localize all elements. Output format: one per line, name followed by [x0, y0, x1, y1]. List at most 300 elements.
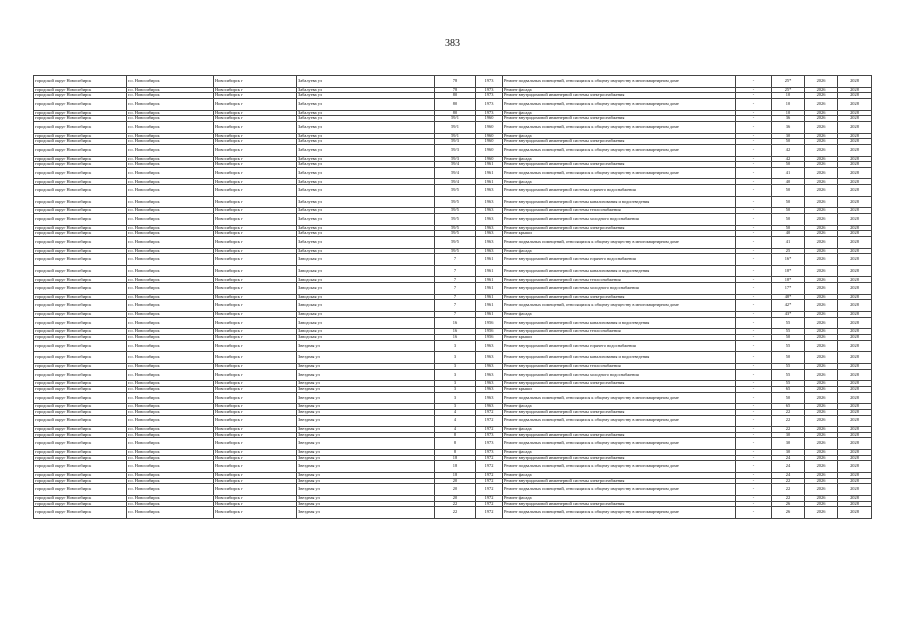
street-cell: Звездная ул	[297, 438, 435, 450]
year-cell: 1963	[476, 214, 503, 226]
work-cell: Ремонт внутридомовой инженерной системы теплоснабжения	[503, 208, 736, 214]
start-year-cell: 2026	[805, 484, 838, 496]
start-year-cell: 2026	[805, 185, 838, 197]
house-cell: 59/1	[435, 121, 476, 133]
dash-cell: -	[736, 496, 772, 502]
dash-cell: -	[736, 196, 772, 208]
district-cell: городской округ Новосибирск	[34, 121, 127, 133]
end-year-cell: 2028	[838, 369, 872, 381]
locality-cell: Новосибирск г	[214, 162, 297, 168]
city-cell: г.о. Новосибирск	[127, 98, 214, 110]
work-cell: Ремонт подвальных помещений, относящихся к общему имуществу в многоквартирном доме	[503, 76, 736, 88]
house-cell: 59/3	[435, 139, 476, 145]
locality-cell: Новосибирск г	[214, 478, 297, 484]
locality-cell: Новосибирск г	[214, 381, 297, 387]
city-cell: г.о. Новосибирск	[127, 501, 214, 507]
work-cell: Ремонт фасада	[503, 427, 736, 433]
house-cell: 78	[435, 76, 476, 88]
street-cell: Заводская ул	[297, 265, 435, 277]
street-cell: Заводская ул	[297, 283, 435, 295]
street-cell: Звездная ул	[297, 340, 435, 352]
start-year-cell: 2026	[805, 121, 838, 133]
street-cell: Забалуева ул	[297, 116, 435, 122]
year-cell: 1963	[476, 237, 503, 249]
locality-cell: Новосибирск г	[214, 116, 297, 122]
work-cell: Ремонт внутридомовой инженерной системы холодного водоснабжения	[503, 283, 736, 295]
dash-cell: -	[736, 121, 772, 133]
street-cell: Звездная ул	[297, 369, 435, 381]
city-cell: г.о. Новосибирск	[127, 121, 214, 133]
house-cell: 16	[435, 329, 476, 335]
amount-cell: 55	[772, 381, 805, 387]
work-cell: Ремонт фасада	[503, 179, 736, 185]
dash-cell: -	[736, 277, 772, 283]
start-year-cell: 2026	[805, 363, 838, 369]
end-year-cell: 2028	[838, 461, 872, 473]
year-cell: 1963	[476, 208, 503, 214]
work-cell: Ремонт фасада	[503, 87, 736, 93]
street-cell: Звездная ул	[297, 404, 435, 410]
city-cell: г.о. Новосибирск	[127, 455, 214, 461]
work-cell: Ремонт внутридомовой инженерной системы канализования и водоотведения	[503, 196, 736, 208]
amount-cell: 50	[772, 162, 805, 168]
start-year-cell: 2026	[805, 335, 838, 341]
locality-cell: Новосибирск г	[214, 208, 297, 214]
locality-cell: Новосибирск г	[214, 196, 297, 208]
city-cell: г.о. Новосибирск	[127, 139, 214, 145]
house-cell: 16	[435, 335, 476, 341]
start-year-cell: 2026	[805, 507, 838, 519]
start-year-cell: 2026	[805, 87, 838, 93]
district-cell: городской округ Новосибирск	[34, 133, 127, 139]
end-year-cell: 2028	[838, 455, 872, 461]
work-cell: Ремонт внутридомовой инженерной системы электроснабжения	[503, 225, 736, 231]
district-cell: городской округ Новосибирск	[34, 455, 127, 461]
start-year-cell: 2026	[805, 317, 838, 329]
work-cell: Ремонт внутридомовой инженерной системы горячего водоснабжения	[503, 185, 736, 197]
end-year-cell: 2028	[838, 501, 872, 507]
dash-cell: -	[736, 352, 772, 364]
work-cell: Ремонт подвальных помещений, относящихся к общему имуществу в многоквартирном доме	[503, 167, 736, 179]
amount-cell: 25*	[772, 76, 805, 88]
dash-cell: -	[736, 335, 772, 341]
street-cell: Звездная ул	[297, 363, 435, 369]
locality-cell: Новосибирск г	[214, 98, 297, 110]
locality-cell: Новосибирск г	[214, 121, 297, 133]
dash-cell: -	[736, 248, 772, 254]
year-cell: 1972	[476, 507, 503, 519]
district-cell: городской округ Новосибирск	[34, 237, 127, 249]
house-cell: 59/4	[435, 179, 476, 185]
street-cell: Заводская ул	[297, 300, 435, 312]
amount-cell: 22	[772, 415, 805, 427]
locality-cell: Новосибирск г	[214, 139, 297, 145]
year-cell: 1956	[476, 335, 503, 341]
street-cell: Звездная ул	[297, 450, 435, 456]
amount-cell: 65	[772, 386, 805, 392]
house-cell: 22	[435, 507, 476, 519]
end-year-cell: 2028	[838, 93, 872, 99]
dash-cell: -	[736, 501, 772, 507]
city-cell: г.о. Новосибирск	[127, 110, 214, 116]
street-cell: Заводская ул	[297, 254, 435, 266]
district-cell: городской округ Новосибирск	[34, 409, 127, 415]
year-cell: 1973	[476, 450, 503, 456]
year-cell: 1961	[476, 162, 503, 168]
street-cell: Забалуева ул	[297, 248, 435, 254]
street-cell: Забалуева ул	[297, 76, 435, 88]
table-row	[34, 352, 872, 364]
dash-cell: -	[736, 225, 772, 231]
start-year-cell: 2026	[805, 404, 838, 410]
year-cell: 1973	[476, 98, 503, 110]
year-cell: 1973	[476, 432, 503, 438]
year-cell: 1963	[476, 363, 503, 369]
street-cell: Звездная ул	[297, 409, 435, 415]
district-cell: городской округ Новосибирск	[34, 473, 127, 479]
table-row	[34, 283, 872, 295]
locality-cell: Новосибирск г	[214, 225, 297, 231]
locality-cell: Новосибирск г	[214, 283, 297, 295]
start-year-cell: 2026	[805, 455, 838, 461]
start-year-cell: 2026	[805, 237, 838, 249]
work-cell: Ремонт крыши	[503, 335, 736, 341]
year-cell: 1972	[476, 461, 503, 473]
end-year-cell: 2028	[838, 294, 872, 300]
house-cell: 8	[435, 450, 476, 456]
city-cell: г.о. Новосибирск	[127, 283, 214, 295]
start-year-cell: 2026	[805, 381, 838, 387]
house-cell: 59/3	[435, 144, 476, 156]
street-cell: Забалуева ул	[297, 214, 435, 226]
year-cell: 1960	[476, 156, 503, 162]
city-cell: г.о. Новосибирск	[127, 179, 214, 185]
year-cell: 1961	[476, 265, 503, 277]
amount-cell: 30	[772, 438, 805, 450]
district-cell: городской округ Новосибирск	[34, 340, 127, 352]
year-cell: 1963	[476, 352, 503, 364]
end-year-cell: 2028	[838, 231, 872, 237]
dash-cell: -	[736, 76, 772, 88]
amount-cell: 50	[772, 392, 805, 404]
dash-cell: -	[736, 507, 772, 519]
amount-cell: 22	[772, 409, 805, 415]
locality-cell: Новосибирск г	[214, 87, 297, 93]
end-year-cell: 2028	[838, 179, 872, 185]
house-cell: 80	[435, 98, 476, 110]
amount-cell: 40	[772, 231, 805, 237]
year-cell: 1961	[476, 283, 503, 295]
street-cell: Заводская ул	[297, 277, 435, 283]
dash-cell: -	[736, 87, 772, 93]
locality-cell: Новосибирск г	[214, 300, 297, 312]
locality-cell: Новосибирск г	[214, 294, 297, 300]
street-cell: Звездная ул	[297, 386, 435, 392]
city-cell: г.о. Новосибирск	[127, 484, 214, 496]
amount-cell: 18*	[772, 265, 805, 277]
end-year-cell: 2028	[838, 381, 872, 387]
year-cell: 1960	[476, 144, 503, 156]
district-cell: городской округ Новосибирск	[34, 225, 127, 231]
table-row	[34, 185, 872, 197]
district-cell: городской округ Новосибирск	[34, 461, 127, 473]
start-year-cell: 2026	[805, 369, 838, 381]
district-cell: городской округ Новосибирск	[34, 248, 127, 254]
district-cell: городской округ Новосибирск	[34, 352, 127, 364]
locality-cell: Новосибирск г	[214, 335, 297, 341]
dash-cell: -	[736, 427, 772, 433]
house-cell: 4	[435, 427, 476, 433]
street-cell: Забалуева ул	[297, 139, 435, 145]
district-cell: городской округ Новосибирск	[34, 432, 127, 438]
city-cell: г.о. Новосибирск	[127, 254, 214, 266]
end-year-cell: 2028	[838, 427, 872, 433]
amount-cell: 50	[772, 214, 805, 226]
year-cell: 1961	[476, 294, 503, 300]
city-cell: г.о. Новосибирск	[127, 427, 214, 433]
start-year-cell: 2026	[805, 277, 838, 283]
district-cell: городской округ Новосибирск	[34, 265, 127, 277]
street-cell: Забалуева ул	[297, 196, 435, 208]
dash-cell: -	[736, 312, 772, 318]
city-cell: г.о. Новосибирск	[127, 438, 214, 450]
work-cell: Ремонт подвальных помещений, относящихся к общему имуществу в многоквартирном доме	[503, 98, 736, 110]
house-cell: 7	[435, 312, 476, 318]
locality-cell: Новосибирск г	[214, 404, 297, 410]
dash-cell: -	[736, 415, 772, 427]
street-cell: Звездная ул	[297, 507, 435, 519]
street-cell: Забалуева ул	[297, 156, 435, 162]
year-cell: 1972	[476, 478, 503, 484]
house-cell: 59/5	[435, 185, 476, 197]
house-cell: 3	[435, 392, 476, 404]
amount-cell: 50	[772, 208, 805, 214]
district-cell: городской округ Новосибирск	[34, 214, 127, 226]
city-cell: г.о. Новосибирск	[127, 156, 214, 162]
dash-cell: -	[736, 110, 772, 116]
year-cell: 1956	[476, 317, 503, 329]
end-year-cell: 2028	[838, 392, 872, 404]
start-year-cell: 2026	[805, 340, 838, 352]
year-cell: 1960	[476, 139, 503, 145]
end-year-cell: 2028	[838, 300, 872, 312]
table-row	[34, 392, 872, 404]
end-year-cell: 2028	[838, 162, 872, 168]
end-year-cell: 2028	[838, 484, 872, 496]
end-year-cell: 2028	[838, 87, 872, 93]
house-cell: 59/5	[435, 248, 476, 254]
year-cell: 1961	[476, 179, 503, 185]
dash-cell: -	[736, 484, 772, 496]
amount-cell: 50	[772, 196, 805, 208]
amount-cell: 18*	[772, 277, 805, 283]
work-cell: Ремонт фасада	[503, 312, 736, 318]
city-cell: г.о. Новосибирск	[127, 144, 214, 156]
start-year-cell: 2026	[805, 116, 838, 122]
amount-cell: 50	[772, 185, 805, 197]
work-cell: Ремонт подвальных помещений, относящихся к общему имуществу в многоквартирном доме	[503, 121, 736, 133]
end-year-cell: 2028	[838, 116, 872, 122]
table-row	[34, 300, 872, 312]
amount-cell: 55	[772, 340, 805, 352]
street-cell: Звездная ул	[297, 473, 435, 479]
end-year-cell: 2028	[838, 76, 872, 88]
city-cell: г.о. Новосибирск	[127, 225, 214, 231]
start-year-cell: 2026	[805, 352, 838, 364]
amount-cell: 30	[772, 450, 805, 456]
dash-cell: -	[736, 254, 772, 266]
end-year-cell: 2028	[838, 329, 872, 335]
district-cell: городской округ Новосибирск	[34, 179, 127, 185]
locality-cell: Новосибирск г	[214, 93, 297, 99]
house-cell: 20	[435, 484, 476, 496]
district-cell: городской округ Новосибирск	[34, 156, 127, 162]
work-cell: Ремонт внутридомовой инженерной системы электроснабжения	[503, 162, 736, 168]
work-cell: Ремонт внутридомовой инженерной системы холодного водоснабжения	[503, 214, 736, 226]
work-cell: Ремонт внутридомовой инженерной системы холодного водоснабжения	[503, 369, 736, 381]
year-cell: 1973	[476, 93, 503, 99]
city-cell: г.о. Новосибирск	[127, 133, 214, 139]
amount-cell: 43*	[772, 312, 805, 318]
house-cell: 8	[435, 432, 476, 438]
city-cell: г.о. Новосибирск	[127, 392, 214, 404]
amount-cell: 50	[772, 139, 805, 145]
street-cell: Забалуева ул	[297, 225, 435, 231]
table-row	[34, 317, 872, 329]
year-cell: 1963	[476, 369, 503, 381]
city-cell: г.о. Новосибирск	[127, 300, 214, 312]
locality-cell: Новосибирск г	[214, 231, 297, 237]
year-cell: 1963	[476, 196, 503, 208]
locality-cell: Новосибирск г	[214, 496, 297, 502]
house-cell: 7	[435, 277, 476, 283]
end-year-cell: 2028	[838, 277, 872, 283]
locality-cell: Новосибирск г	[214, 312, 297, 318]
district-cell: городской округ Новосибирск	[34, 294, 127, 300]
start-year-cell: 2026	[805, 386, 838, 392]
street-cell: Забалуева ул	[297, 93, 435, 99]
city-cell: г.о. Новосибирск	[127, 386, 214, 392]
work-cell: Ремонт подвальных помещений, относящихся к общему имуществу в многоквартирном доме	[503, 144, 736, 156]
amount-cell: 65	[772, 404, 805, 410]
end-year-cell: 2028	[838, 340, 872, 352]
end-year-cell: 2028	[838, 496, 872, 502]
end-year-cell: 2028	[838, 144, 872, 156]
street-cell: Звездная ул	[297, 501, 435, 507]
repair-schedule-table	[33, 75, 872, 519]
street-cell: Забалуева ул	[297, 167, 435, 179]
work-cell: Ремонт внутридомовой инженерной системы теплоснабжения	[503, 277, 736, 283]
street-cell: Заводская ул	[297, 312, 435, 318]
end-year-cell: 2028	[838, 312, 872, 318]
table-row	[34, 98, 872, 110]
table-row	[34, 369, 872, 381]
amount-cell: 22	[772, 484, 805, 496]
year-cell: 1963	[476, 386, 503, 392]
year-cell: 1963	[476, 404, 503, 410]
dash-cell: -	[736, 455, 772, 461]
city-cell: г.о. Новосибирск	[127, 76, 214, 88]
year-cell: 1960	[476, 116, 503, 122]
locality-cell: Новосибирск г	[214, 363, 297, 369]
dash-cell: -	[736, 156, 772, 162]
locality-cell: Новосибирск г	[214, 473, 297, 479]
table-body	[34, 76, 872, 519]
locality-cell: Новосибирск г	[214, 254, 297, 266]
amount-cell: 50	[772, 335, 805, 341]
work-cell: Ремонт внутридомовой инженерной системы электроснабжения	[503, 294, 736, 300]
start-year-cell: 2026	[805, 93, 838, 99]
year-cell: 1973	[476, 87, 503, 93]
street-cell: Забалуева ул	[297, 133, 435, 139]
work-cell: Ремонт крыши	[503, 231, 736, 237]
street-cell: Звездная ул	[297, 478, 435, 484]
end-year-cell: 2028	[838, 432, 872, 438]
dash-cell: -	[736, 369, 772, 381]
dash-cell: -	[736, 231, 772, 237]
table-row	[34, 461, 872, 473]
amount-cell: 10	[772, 93, 805, 99]
district-cell: городской округ Новосибирск	[34, 208, 127, 214]
work-cell: Ремонт фасада	[503, 110, 736, 116]
year-cell: 1972	[476, 473, 503, 479]
house-cell: 20	[435, 496, 476, 502]
locality-cell: Новосибирск г	[214, 369, 297, 381]
table-row	[34, 237, 872, 249]
year-cell: 1972	[476, 409, 503, 415]
work-cell: Ремонт подвальных помещений, относящихся к общему имуществу в многоквартирном доме	[503, 461, 736, 473]
end-year-cell: 2028	[838, 317, 872, 329]
work-cell: Ремонт внутридомовой инженерной системы канализования и водоотведения	[503, 352, 736, 364]
house-cell: 3	[435, 352, 476, 364]
district-cell: городской округ Новосибирск	[34, 369, 127, 381]
table-row	[34, 438, 872, 450]
year-cell: 1963	[476, 392, 503, 404]
start-year-cell: 2026	[805, 438, 838, 450]
street-cell: Звездная ул	[297, 455, 435, 461]
amount-cell: 41	[772, 167, 805, 179]
work-cell: Ремонт внутридомовой инженерной системы теплоснабжения	[503, 363, 736, 369]
district-cell: городской округ Новосибирск	[34, 404, 127, 410]
locality-cell: Новосибирск г	[214, 501, 297, 507]
street-cell: Забалуева ул	[297, 121, 435, 133]
amount-cell: 55	[772, 329, 805, 335]
house-cell: 59/4	[435, 162, 476, 168]
end-year-cell: 2028	[838, 473, 872, 479]
end-year-cell: 2028	[838, 225, 872, 231]
district-cell: городской округ Новосибирск	[34, 162, 127, 168]
city-cell: г.о. Новосибирск	[127, 196, 214, 208]
locality-cell: Новосибирск г	[214, 248, 297, 254]
year-cell: 1972	[476, 501, 503, 507]
locality-cell: Новосибирск г	[214, 415, 297, 427]
end-year-cell: 2028	[838, 507, 872, 519]
end-year-cell: 2028	[838, 450, 872, 456]
house-cell: 59/4	[435, 167, 476, 179]
year-cell: 1963	[476, 381, 503, 387]
city-cell: г.о. Новосибирск	[127, 478, 214, 484]
year-cell: 1963	[476, 340, 503, 352]
start-year-cell: 2026	[805, 162, 838, 168]
table-row	[34, 76, 872, 88]
locality-cell: Новосибирск г	[214, 386, 297, 392]
city-cell: г.о. Новосибирск	[127, 185, 214, 197]
house-cell: 59/5	[435, 237, 476, 249]
locality-cell: Новосибирск г	[214, 392, 297, 404]
street-cell: Звездная ул	[297, 484, 435, 496]
dash-cell: -	[736, 283, 772, 295]
city-cell: г.о. Новосибирск	[127, 116, 214, 122]
